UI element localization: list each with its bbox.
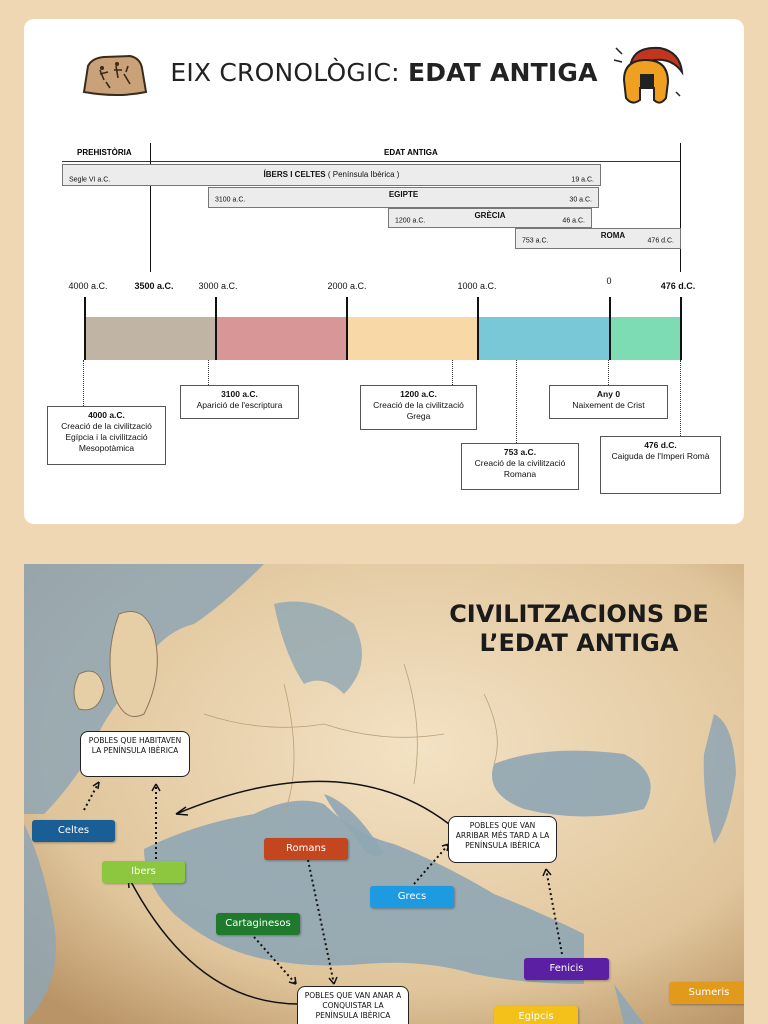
map-title-line2: L’EDAT ANTIGA: [479, 629, 679, 657]
connector-1200: [452, 360, 453, 385]
bar-grecia-start: 1200 a.C.: [395, 217, 426, 225]
map-title: [434, 600, 724, 658]
bar-ibers-sub: ( Península Ibèrica ): [325, 170, 400, 179]
connector-476: [680, 360, 681, 436]
segment-3000-2000: [215, 317, 346, 360]
note-arribar: POBLES QUE VAN ARRIBAR MÉS TARD A LA PENÍNSULA IBÈRICA: [448, 816, 557, 863]
tick-3000: 3000 a.C.: [198, 281, 238, 291]
axis-line-2000: [346, 297, 348, 360]
tick-476: 476 d.C.: [660, 281, 696, 291]
event-4000-date: 4000 a.C.: [88, 410, 125, 420]
event-3100-text: Aparició de l'escriptura: [196, 400, 283, 410]
event-1200: [360, 385, 477, 430]
connector-0: [608, 360, 609, 385]
map-title-line1: CIVILITZACIONS DE: [449, 600, 709, 628]
spartan-helmet-icon: [610, 40, 686, 112]
event-4000-text: Creació de la civilització Egípcia i la civilització Mesopotàmica: [61, 421, 152, 453]
period-antiquity: EDAT ANTIGA: [384, 148, 438, 157]
axis-line-476: [680, 297, 682, 360]
event-753-text: Creació de la civilització Romana: [474, 458, 566, 479]
connector-4000: [83, 360, 84, 406]
axis-line-4000: [84, 297, 86, 360]
segment-0-476: [609, 317, 680, 360]
segment-4000-3000: [84, 317, 215, 360]
bar-ibers-end: 19 a.C.: [571, 176, 594, 184]
event-476-text: Caiguda de l'Imperi Romà: [611, 451, 710, 461]
bar-grecia-label: GRÈCIA: [474, 211, 506, 220]
connector-3100: [208, 360, 209, 385]
event-753: [461, 443, 579, 490]
period-prehistory: PREHISTÒRIA: [77, 148, 132, 157]
bar-egipte-label: EGIPTE: [388, 190, 419, 199]
prehistory-boundary-line: [150, 143, 151, 272]
tick-3500: 3500 a.C.: [134, 281, 174, 291]
bar-roma-label: ROMA: [600, 231, 626, 240]
event-0-date: Any 0: [596, 389, 621, 399]
tag-fenicis: Fenicis: [524, 958, 609, 980]
event-4000: [47, 406, 166, 465]
axis-line-0: [609, 297, 611, 360]
event-3100: [180, 385, 299, 419]
event-1200-date: 1200 a.C.: [400, 389, 437, 399]
event-0-text: Naixement de Crist: [572, 400, 645, 410]
bar-roma-end: 476 d.C.: [647, 237, 674, 245]
note-habitaven: POBLES QUE HABITAVEN LA PENÍNSULA IBÈRICA: [80, 731, 190, 777]
event-753-date: 753 a.C.: [503, 447, 537, 457]
bar-ibers-celtes: [62, 164, 601, 186]
connector-753: [516, 360, 517, 443]
bar-roma: [515, 228, 681, 249]
title-light: EIX CRONOLÒGIC:: [170, 58, 408, 87]
tick-4000: 4000 a.C.: [68, 281, 108, 291]
bar-roma-start: 753 a.C.: [522, 237, 549, 245]
tick-0: 0: [606, 276, 612, 286]
bar-grecia-end: 46 a.C.: [562, 217, 585, 225]
tag-grecs: Grecs: [370, 886, 454, 908]
axis-line-3000: [215, 297, 217, 360]
bar-egipte: [208, 187, 599, 208]
tag-egipcis: Egipcis: [494, 1006, 578, 1024]
bar-ibers-label: ÍBERS I CELTES: [263, 170, 326, 179]
bar-ibers-start: Segle VI a.C.: [69, 176, 111, 184]
tag-ibers: Ibers: [102, 861, 185, 883]
tag-sumeris: Sumeris: [669, 982, 744, 1004]
tag-romans: Romans: [264, 838, 348, 860]
tag-celtes: Celtes: [32, 820, 115, 842]
title-bold: EDAT ANTIGA: [407, 58, 598, 87]
ancient-map: [24, 564, 744, 1024]
period-underline: [62, 161, 681, 162]
tag-cartaginesos: Cartaginesos: [216, 913, 300, 935]
note-conquistar: POBLES QUE VAN ANAR A CONQUISTAR LA PENÍNSULA IBÈRICA: [297, 986, 409, 1024]
bar-egipte-start: 3100 a.C.: [215, 196, 246, 204]
antiquity-end-line: [680, 143, 681, 272]
bar-grecia: [388, 208, 592, 228]
bar-egipte-end: 30 a.C.: [569, 196, 592, 204]
segment-1000-0: [477, 317, 609, 360]
tick-2000: 2000 a.C.: [327, 281, 367, 291]
event-476-date: 476 d.C.: [644, 440, 677, 450]
segment-2000-1000: [346, 317, 477, 360]
event-3100-date: 3100 a.C.: [221, 389, 258, 399]
event-476: [600, 436, 721, 494]
tick-1000: 1000 a.C.: [457, 281, 497, 291]
event-0: [549, 385, 668, 419]
axis-line-1000: [477, 297, 479, 360]
event-1200-text: Creació de la civilització Grega: [373, 400, 464, 421]
